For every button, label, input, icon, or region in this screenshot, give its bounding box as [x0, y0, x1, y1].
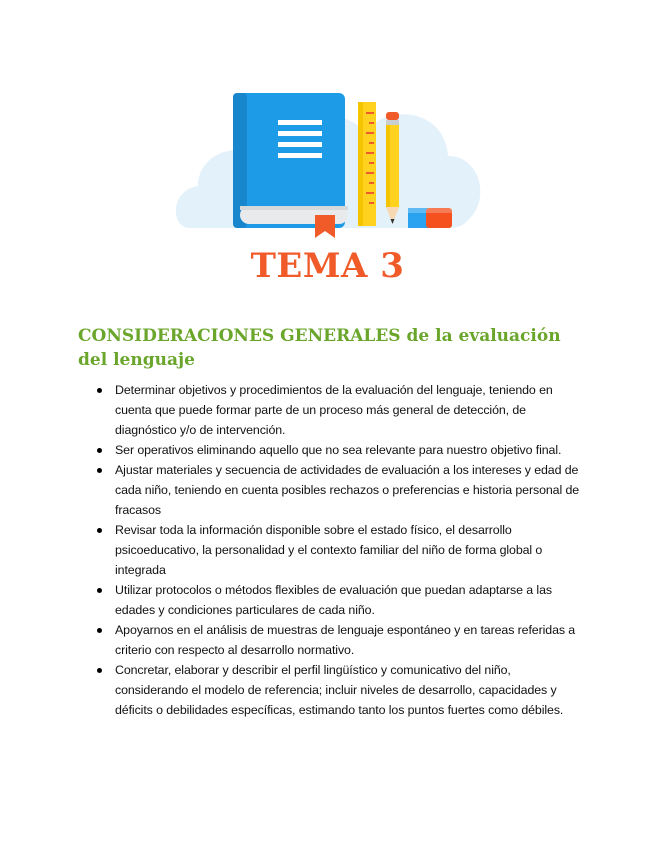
bullet-icon — [97, 668, 102, 673]
bullet-icon — [97, 588, 102, 593]
list-item-text: Utilizar protocolos o métodos flexibles de evaluación que puedan adaptarse a las edades y condiciones particulares de cada niño. — [115, 583, 552, 617]
bullet-icon — [97, 628, 102, 633]
school-supplies-illustration — [170, 78, 485, 248]
ruler-icon — [358, 102, 376, 226]
list-item-text: Determinar objetivos y procedimientos de la evaluación del lenguaje, teniendo en cuenta que puede formar parte de un proceso más general de detección, de diagnóstico y/o de intervención. — [115, 383, 553, 437]
list-item — [96, 440, 586, 460]
list-item — [96, 620, 586, 660]
list-item-text: Ser operativos eliminando aquello que no sea relevante para nuestro objetivo final. — [115, 443, 562, 457]
list-item — [96, 580, 586, 620]
list-item-text: Ajustar materiales y secuencia de actividades de evaluación a los intereses y edad de cada niño, teniendo en cuenta posibles rechazos o preferencias e historia personal de fracasos — [115, 463, 580, 517]
bullet-icon — [97, 448, 102, 453]
eraser-icon — [408, 208, 452, 228]
section-heading: CONSIDERACIONES GENERALES de la evaluación del lenguaje — [78, 326, 561, 370]
header-illustration — [170, 78, 485, 248]
list-item — [96, 660, 586, 720]
pencil-icon — [386, 112, 399, 224]
bullet-icon — [97, 468, 102, 473]
page-title: TEMA 3 — [250, 246, 405, 286]
list-item — [96, 520, 586, 580]
list-item-text: Revisar toda la información disponible sobre el estado físico, el desarrollo psicoeducativo, la personalidad y el contexto familiar del niño de forma global o integrada — [115, 523, 543, 577]
list-item-text: Apoyarnos en el análisis de muestras de lenguaje espontáneo y en tareas referidas a criterio con respecto al desarrollo normativo. — [115, 623, 576, 657]
bullet-icon — [97, 528, 102, 533]
list-item — [96, 380, 586, 440]
book-icon — [233, 93, 348, 238]
bullet-icon — [97, 388, 102, 393]
list-item — [96, 460, 586, 520]
bullet-list — [96, 380, 586, 720]
list-item-text: Concretar, elaborar y describir el perfil lingüístico y comunicativo del niño, considerando el modelo de referencia; incluir niveles de desarrollo, capacidades y déficits o debilidades específicas, estimando tanto los puntos fuertes como débiles. — [115, 663, 564, 717]
